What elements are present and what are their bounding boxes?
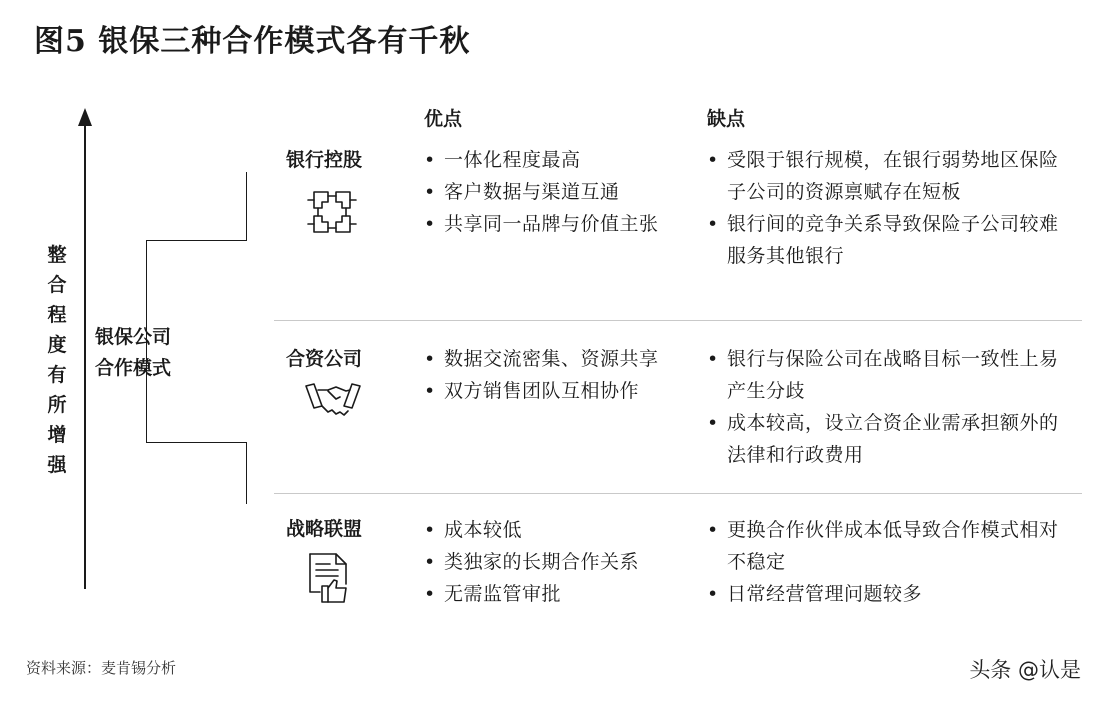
- list-item: • 双方销售团队互相协作: [422, 375, 684, 407]
- cons-list-bank-holding: [705, 144, 1075, 272]
- pros-list-strategic-alliance: [422, 514, 708, 610]
- bracket-top-vertical: [246, 172, 247, 240]
- list-item: • 银行与保险公司在战略目标一致性上易产生分歧: [705, 343, 1075, 407]
- list-item: • 日常经营管理问题较多: [705, 578, 1075, 610]
- row-name-bank-holding: 银行控股: [286, 149, 363, 171]
- row-divider: [274, 320, 1082, 321]
- list-item: • 数据交流密集、资源共享: [422, 343, 684, 375]
- list-item: • 类独家的长期合作关系: [422, 546, 708, 578]
- list-item: • 银行间的竞争关系导致保险子公司较难服务其他银行: [705, 208, 1075, 272]
- cons-header: 缺点: [707, 108, 746, 130]
- list-item: • 客户数据与渠道互通: [422, 176, 708, 208]
- axis-label: 整合程度有所增强: [47, 244, 67, 476]
- row-divider: [274, 493, 1082, 494]
- list-item: • 成本较高，设立合资企业需承担额外的法律和行政费用: [705, 407, 1075, 471]
- integration-axis-line: [84, 124, 86, 589]
- figure-title: 图5 银保三种合作模式各有千秋: [34, 24, 471, 59]
- handshake-icon: [304, 380, 362, 428]
- list-item: • 受限于银行规模，在银行弱势地区保险子公司的资源禀赋存在短板: [705, 144, 1075, 208]
- bracket-bottom-vertical: [246, 442, 247, 504]
- source-note: 资料来源：麦肯锡分析: [26, 659, 177, 677]
- bracket-bottom-horizontal: [146, 442, 247, 443]
- pros-list-joint-venture: [422, 343, 708, 407]
- list-item: • 一体化程度最高: [422, 144, 708, 176]
- list-item: • 共享同一品牌与价值主张: [422, 208, 708, 240]
- hands-circle-icon: [304, 186, 360, 242]
- pros-header: 优点: [424, 108, 463, 130]
- row-name-joint-venture: 合资公司: [286, 348, 363, 370]
- bracket-top-horizontal: [146, 240, 247, 241]
- list-item: • 无需监管审批: [422, 578, 708, 610]
- cons-list-joint-venture: [705, 343, 1075, 471]
- cons-list-strategic-alliance: [705, 514, 1075, 610]
- cooperation-mode-label: 银保公司 合作模式: [95, 326, 172, 379]
- watermark: 头条 @认是: [969, 658, 1081, 682]
- list-item: • 成本较低: [422, 514, 708, 546]
- list-item: • 更换合作伙伴成本低导致合作模式相对不稳定: [705, 514, 1075, 578]
- row-name-strategic-alliance: 战略联盟: [286, 518, 363, 540]
- document-thumbs-up-icon: [306, 552, 352, 610]
- pros-list-bank-holding: [422, 144, 708, 240]
